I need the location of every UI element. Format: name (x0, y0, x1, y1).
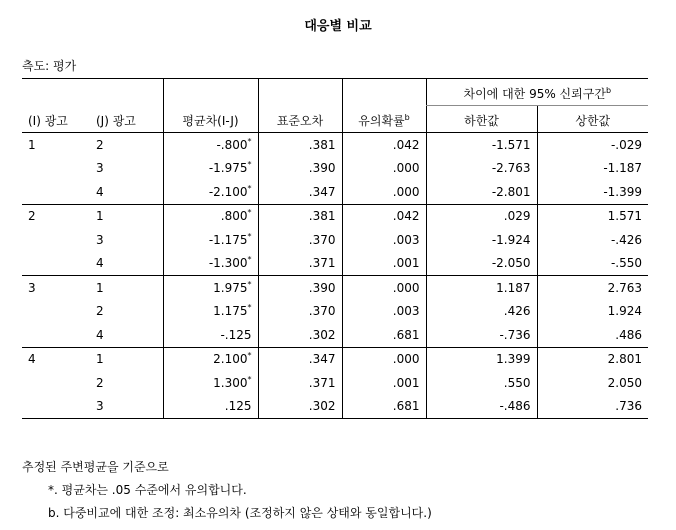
ci-group-label: 차이에 대한 95% 신뢰구간 (463, 87, 606, 101)
sig-footnote-mark: b (404, 113, 410, 122)
cell-upper: -.550 (537, 252, 648, 276)
cell-mean-diff (163, 157, 258, 181)
cell-j: 2 (96, 137, 104, 152)
significance-mark: * (247, 279, 252, 289)
cell-lower: -2.763 (426, 157, 537, 181)
cell-mean-diff (163, 347, 258, 371)
significance-note: *. 평균차는 .05 수준에서 유의합니다. (48, 483, 247, 497)
table-row (22, 157, 648, 181)
mean-diff-value: 1.975 (213, 280, 248, 295)
mean-diff-value: 2.100 (213, 352, 248, 367)
cell-upper: 1.924 (537, 300, 648, 324)
pairwise-comparisons-table (22, 78, 648, 419)
cell-lower: .426 (426, 300, 537, 324)
table-row (22, 228, 648, 252)
adjustment-note: b. 다중비교에 대한 조정: 최소유의차 (조정하지 않은 상태와 동일합니다.) (48, 506, 432, 520)
header-row-group (22, 79, 648, 106)
cell-sig: .000 (342, 157, 426, 181)
col-header-j: (J) 광고 (90, 106, 163, 133)
cell-upper: 1.571 (537, 204, 648, 228)
table-row (22, 347, 648, 371)
cell-upper: -.029 (537, 133, 648, 157)
significance-mark: * (247, 374, 252, 384)
cell-se: .381 (258, 204, 342, 228)
cell-i (22, 180, 90, 204)
cell-upper: -1.187 (537, 157, 648, 181)
cell-i: 1 (28, 137, 36, 152)
significance-mark: * (247, 231, 252, 241)
table-row (22, 323, 648, 347)
cell-upper: -.426 (537, 228, 648, 252)
cell-lower: .550 (426, 371, 537, 395)
cell-se: .370 (258, 300, 342, 324)
table-row (22, 180, 648, 204)
cell-se: .347 (258, 180, 342, 204)
col-header-lower: 하한값 (426, 106, 537, 133)
table-row (22, 252, 648, 276)
col-header-upper: 상한값 (537, 106, 648, 133)
cell-sig: .000 (342, 347, 426, 371)
table-title: 대응별 비교 (304, 19, 372, 34)
col-header-sig (342, 106, 426, 133)
cell-se: .302 (258, 323, 342, 347)
cell-se: .371 (258, 371, 342, 395)
cell-mean-diff (163, 300, 258, 324)
cell-mean-diff (163, 133, 258, 157)
cell-upper: -1.399 (537, 180, 648, 204)
cell-i (22, 228, 90, 252)
cell-j: 3 (90, 395, 163, 419)
cell-mean-diff (163, 252, 258, 276)
col-header-i: (I) 광고 (22, 106, 90, 133)
significance-mark: * (247, 183, 252, 193)
col-header-se: 표준오차 (258, 106, 342, 133)
ci-footnote-mark: b (605, 86, 612, 95)
mean-diff-value: -.800 (216, 137, 248, 152)
cell-sig: .681 (342, 395, 426, 419)
header-row-columns (22, 106, 648, 133)
cell-lower: -1.924 (426, 228, 537, 252)
cell-i: 2 (28, 209, 36, 224)
cell-lower: -.486 (426, 395, 537, 419)
mean-diff-value: -1.975 (208, 161, 248, 176)
cell-se: .302 (258, 395, 342, 419)
cell-j: 4 (90, 323, 163, 347)
cell-mean-diff (163, 371, 258, 395)
cell-upper: .736 (537, 395, 648, 419)
cell-lower: -2.801 (426, 180, 537, 204)
table-row (22, 204, 648, 228)
measure-label: 측도: 평가 (22, 59, 77, 73)
cell-i (22, 157, 90, 181)
cell-se: .371 (258, 252, 342, 276)
significance-mark: * (247, 303, 252, 313)
cell-upper: 2.763 (537, 276, 648, 300)
cell-mean-diff (163, 228, 258, 252)
col-header-mean-diff: 평균차(I-J) (163, 106, 258, 133)
mean-diff-value: .800 (220, 209, 248, 224)
cell-lower: .029 (426, 204, 537, 228)
cell-mean-diff (163, 180, 258, 204)
cell-lower: -.736 (426, 323, 537, 347)
cell-lower: 1.399 (426, 347, 537, 371)
cell-sig: .042 (342, 204, 426, 228)
mean-diff-value: -1.175 (208, 232, 248, 247)
significance-mark: * (247, 208, 252, 218)
cell-j: 1 (96, 209, 104, 224)
cell-upper: 2.050 (537, 371, 648, 395)
cell-se: .370 (258, 228, 342, 252)
table-notes (22, 456, 432, 525)
cell-se: .390 (258, 157, 342, 181)
table-row (22, 395, 648, 419)
cell-lower: 1.187 (426, 276, 537, 300)
cell-j: 2 (96, 304, 104, 319)
cell-j: 1 (96, 280, 104, 295)
cell-j: 4 (90, 252, 163, 276)
table-row (22, 371, 648, 395)
table-row (22, 276, 648, 300)
cell-upper: .486 (537, 323, 648, 347)
cell-j: 2 (96, 375, 104, 390)
cell-mean-diff (163, 395, 258, 419)
cell-i (22, 252, 90, 276)
cell-j: 3 (96, 232, 104, 247)
mean-diff-value: .125 (224, 399, 252, 414)
mean-diff-value: -.125 (220, 327, 252, 342)
significance-mark: * (247, 255, 252, 265)
cell-sig: .000 (342, 276, 426, 300)
cell-mean-diff (163, 204, 258, 228)
significance-mark: * (247, 160, 252, 170)
table-row (22, 300, 648, 324)
cell-lower: -1.571 (426, 133, 537, 157)
cell-sig: .003 (342, 300, 426, 324)
significance-mark: * (247, 136, 252, 146)
mean-diff-value: 1.175 (213, 304, 248, 319)
cell-mean-diff (163, 276, 258, 300)
significance-mark: * (247, 351, 252, 361)
cell-i: 4 (28, 352, 36, 367)
cell-sig: .001 (342, 371, 426, 395)
table-row (22, 133, 648, 157)
cell-se: .347 (258, 347, 342, 371)
mean-diff-value: -2.100 (208, 184, 248, 199)
ci-group-header (426, 79, 648, 106)
cell-j: 3 (96, 161, 104, 176)
cell-i: 3 (28, 280, 36, 295)
mean-diff-value: -1.300 (208, 256, 248, 271)
cell-upper: 2.801 (537, 347, 648, 371)
cell-sig: .001 (342, 252, 426, 276)
cell-sig: .681 (342, 323, 426, 347)
basis-note: 추정된 주변평균을 기준으로 (22, 460, 169, 474)
cell-sig: .042 (342, 133, 426, 157)
cell-mean-diff (163, 323, 258, 347)
cell-se: .381 (258, 133, 342, 157)
cell-j: 1 (96, 352, 104, 367)
cell-j: 4 (90, 180, 163, 204)
cell-i (22, 300, 90, 324)
cell-lower: -2.050 (426, 252, 537, 276)
cell-se: .390 (258, 276, 342, 300)
sig-label: 유의확률 (358, 114, 405, 128)
cell-sig: .000 (342, 180, 426, 204)
cell-i (22, 371, 90, 395)
cell-i (22, 395, 90, 419)
cell-sig: .003 (342, 228, 426, 252)
mean-diff-value: 1.300 (213, 375, 248, 390)
cell-i (22, 323, 90, 347)
